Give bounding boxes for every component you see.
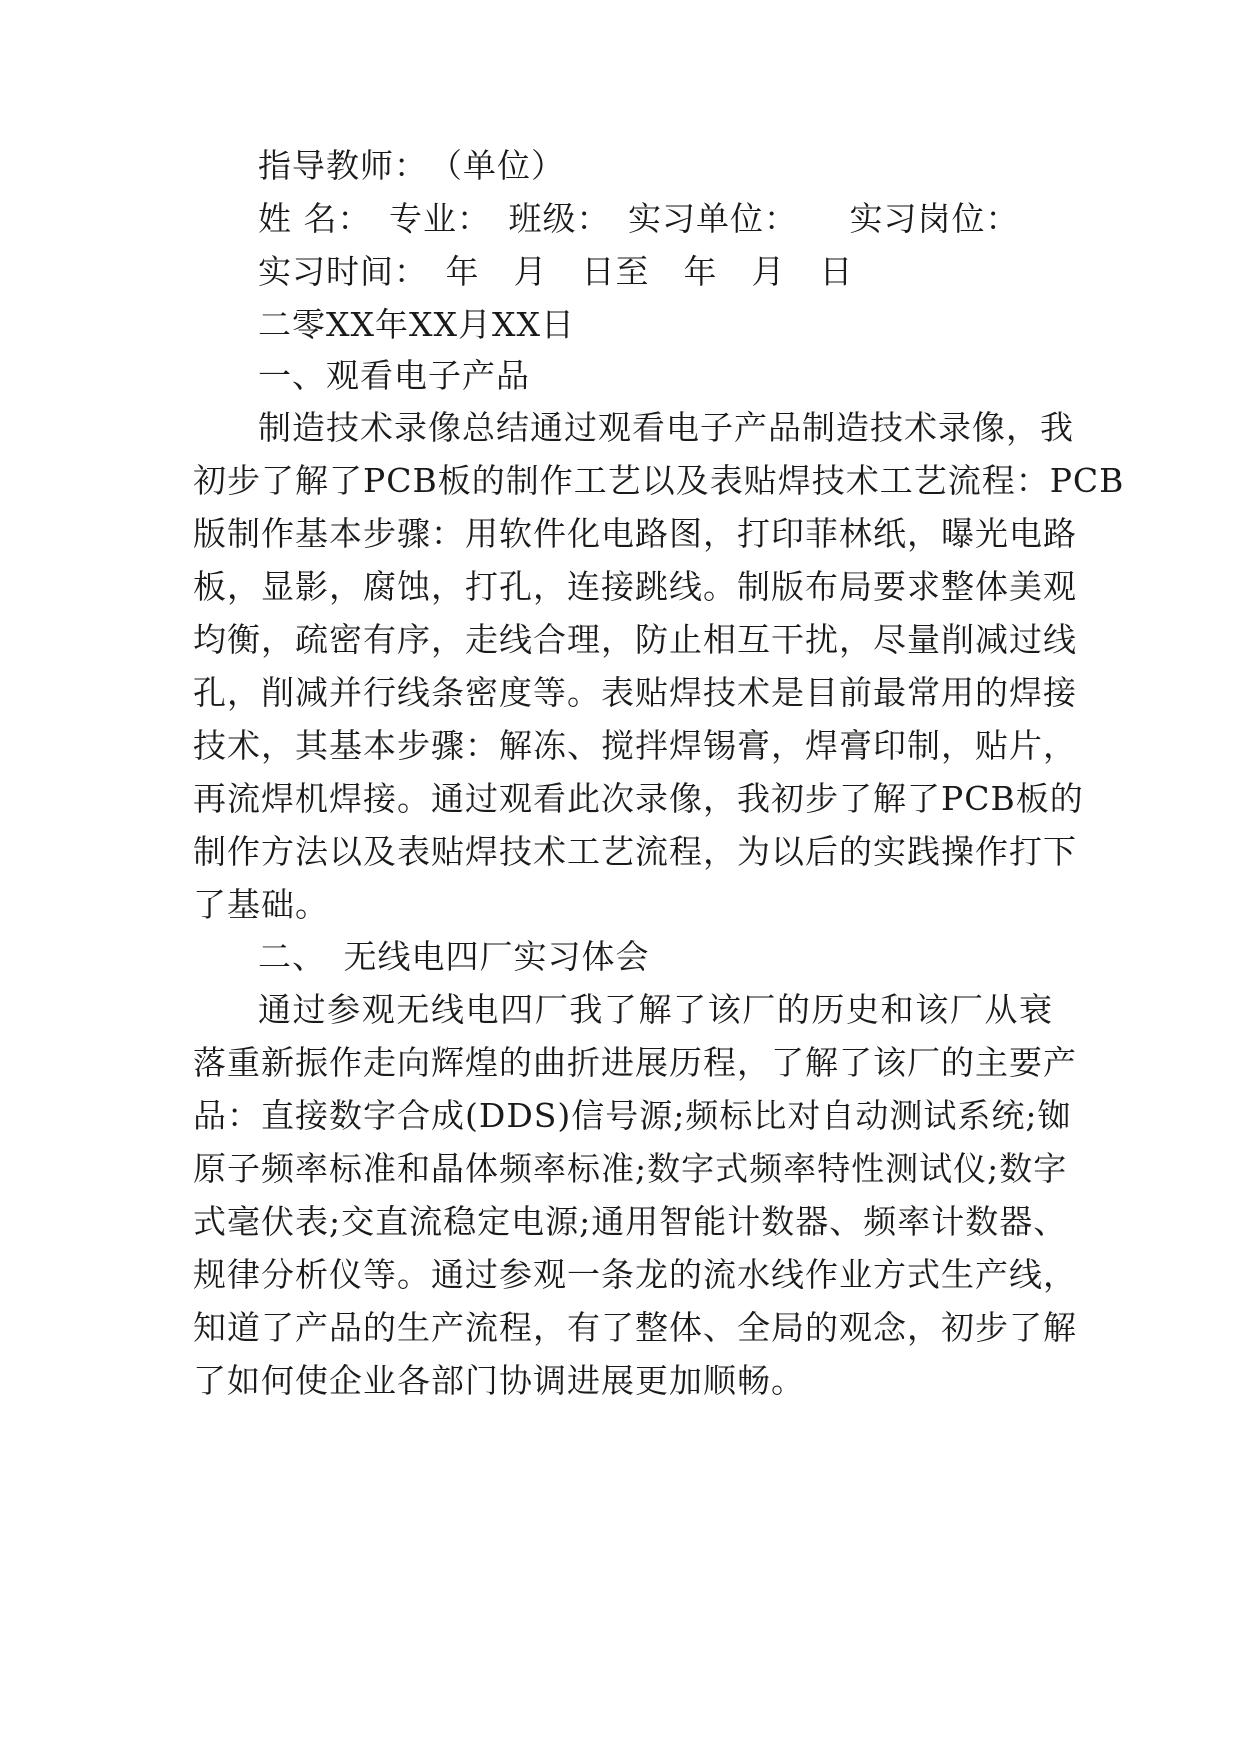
section2-paragraph-line: 式毫伏表;交直流稳定电源;通用智能计数器、频率计数器、 <box>193 1202 1068 1241</box>
section1-paragraph-line: 版制作基本步骤：用软件化电路图，打印菲林纸，曝光电路 <box>193 514 1077 553</box>
section1-paragraph-line: 初步了解了PCB板的制作工艺以及表贴焊技术工艺流程：PCB <box>193 461 1125 500</box>
section2-paragraph-line: 了如何使企业各部门协调进展更加顺畅。 <box>193 1361 805 1400</box>
section1-paragraph-line: 制作方法以及表贴焊技术工艺流程，为以后的实践操作打下 <box>193 832 1077 871</box>
section2-paragraph-line: 知道了产品的生产流程，有了整体、全局的观念，初步了解 <box>193 1308 1077 1347</box>
section1-paragraph-line: 制造技术录像总结通过观看电子产品制造技术录像，我 <box>258 408 1074 447</box>
report-date-line: 二零XX年XX月XX日 <box>258 305 575 344</box>
section1-paragraph-line: 板，显影，腐蚀，打孔，连接跳线。制版布局要求整体美观 <box>193 567 1077 606</box>
section1-paragraph-line: 了基础。 <box>193 885 329 924</box>
section2-paragraph-line: 品：直接数字合成(DDS)信号源;频标比对自动测试系统;铷 <box>193 1096 1072 1135</box>
section1-paragraph-line: 均衡，疏密有序，走线合理，防止相互干扰，尽量削减过线 <box>193 620 1077 659</box>
section1-paragraph-line: 孔，削减并行线条密度等。表贴焊技术是目前最常用的焊接 <box>193 673 1077 712</box>
section1-heading: 一、观看电子产品 <box>258 356 530 395</box>
section2-paragraph-line: 规律分析仪等。通过参观一条龙的流水线作业方式生产线， <box>193 1255 1077 1294</box>
student-info-line: 姓 名： 专业： 班级： 实习单位： 实习岗位： <box>258 199 1020 238</box>
internship-period-line: 实习时间： 年 月 日至 年 月 日 <box>258 252 854 291</box>
section2-heading: 二、 无线电四厂实习体会 <box>258 937 650 976</box>
section2-paragraph-line: 通过参观无线电四厂我了解了该厂的历史和该厂从衰 <box>258 990 1053 1029</box>
advisor-line: 指导教师： （单位） <box>258 146 565 185</box>
section2-paragraph-line: 原子频率标准和晶体频率标准;数字式频率特性测试仪;数字 <box>193 1149 1068 1188</box>
section1-paragraph-line: 再流焊机焊接。通过观看此次录像，我初步了解了PCB板的 <box>193 779 1084 818</box>
section2-paragraph-line: 落重新振作走向辉煌的曲折进展历程，了解了该厂的主要产 <box>193 1043 1077 1082</box>
section1-paragraph-line: 技术，其基本步骤：解冻、搅拌焊锡膏，焊膏印制，贴片， <box>193 726 1077 765</box>
